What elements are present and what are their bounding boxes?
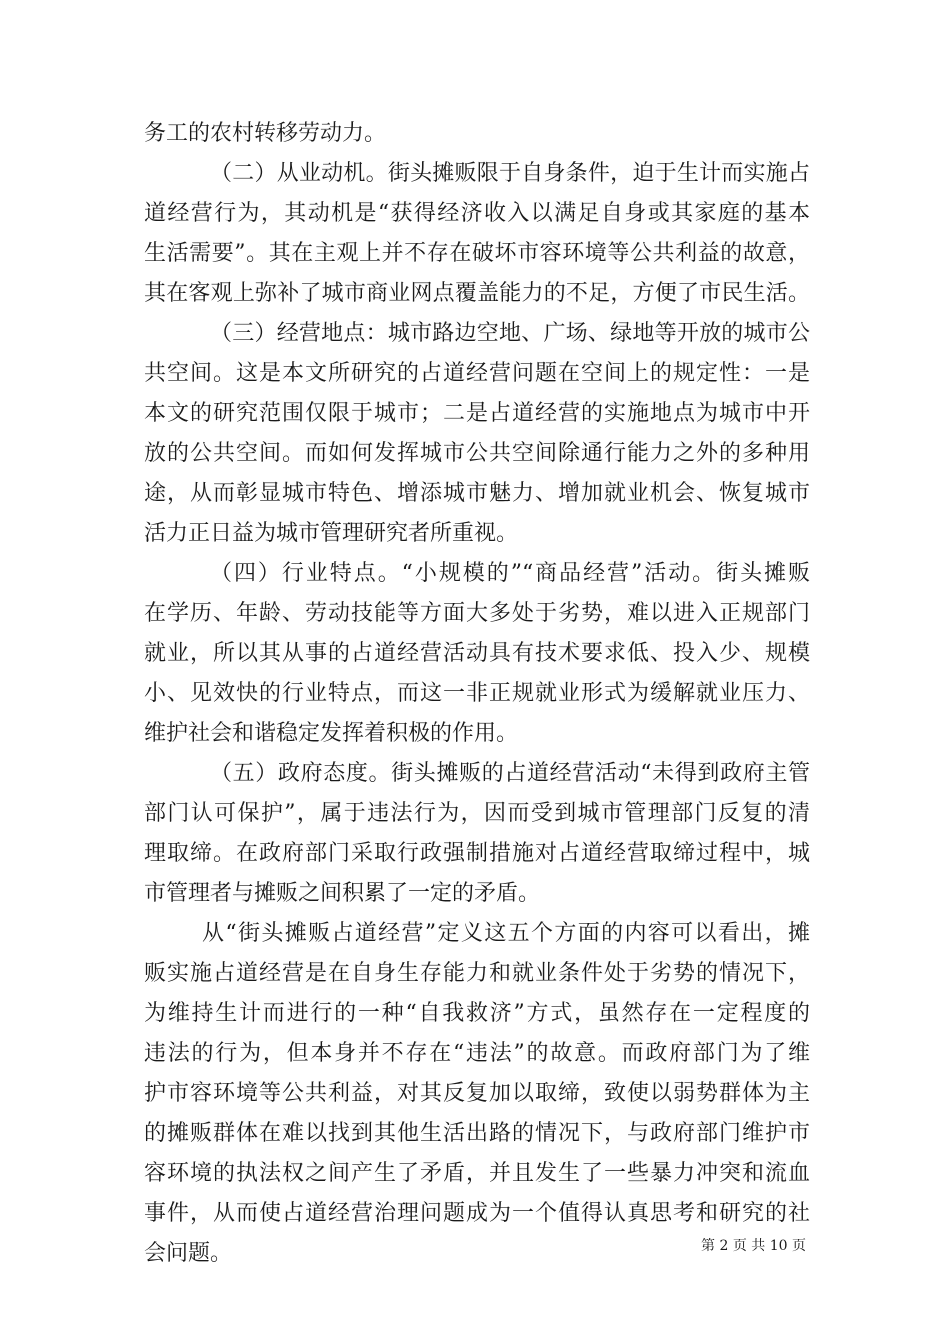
paragraph-line: 理取缔。在政府部门采取行政强制措施对占道经营取缔过程中，城 [144,841,810,866]
paragraph-line: 维护社会和谐稳定发挥着积极的作用。 [144,721,519,746]
paragraph-line: 共空间。这是本文所研究的占道经营问题在空间上的规定性：一是 [144,361,810,386]
paragraph-line: 途，从而彰显城市特色、增添城市魅力、增加就业机会、恢复城市 [144,481,810,506]
paragraph-line: 道经营行为，其动机是“获得经济收入以满足自身或其家庭的基本 [144,201,810,226]
paragraph-line: 的摊贩群体在难以找到其他生活出路的情况下，与政府部门维护市 [144,1121,810,1146]
paragraph-line: （四）行业特点。“小规模的”“商品经营”活动。街头摊贩 [210,561,810,586]
paragraph-line: 本文的研究范围仅限于城市；二是占道经营的实施地点为城市中开 [144,401,810,426]
page-number: 第 2 页 共 10 页 [701,1238,806,1254]
paragraph-line: （三）经营地点：城市路边空地、广场、绿地等开放的城市公 [210,321,810,346]
paragraph-line: 部门认可保护”，属于违法行为，因而受到城市管理部门反复的清 [144,801,810,826]
paragraph-line: 容环境的执法权之间产生了矛盾，并且发生了一些暴力冲突和流血 [144,1161,810,1186]
paragraph-line: 就业，所以其从事的占道经营活动具有技术要求低、投入少、规模 [144,641,810,666]
paragraph-line: 小、见效快的行业特点，而这一非正规就业形式为缓解就业压力、 [144,681,810,706]
document-body [144,114,810,1274]
paragraph-line: 从“街头摊贩占道经营”定义这五个方面的内容可以看出，摊 [202,921,810,946]
paragraph-line: 市管理者与摊贩之间积累了一定的矛盾。 [144,881,541,906]
paragraph-line: （二）从业动机。街头摊贩限于自身条件，迫于生计而实施占 [210,161,810,186]
paragraph-line: 违法的行为，但本身并不存在“违法”的故意。而政府部门为了维 [144,1041,810,1066]
paragraph-line: （五）政府态度。街头摊贩的占道经营活动“未得到政府主管 [210,761,810,786]
paragraph-line: 生活需要”。其在主观上并不存在破坏市容环境等公共利益的故意， [144,241,810,266]
paragraph-line: 务工的农村转移劳动力。 [144,121,387,146]
paragraph-line: 护市容环境等公共利益，对其反复加以取缔，致使以弱势群体为主 [144,1081,810,1106]
paragraph-line: 贩实施占道经营是在自身生存能力和就业条件处于劣势的情况下， [144,961,810,986]
paragraph-line: 事件，从而使占道经营治理问题成为一个值得认真思考和研究的社 [144,1201,810,1226]
paragraph-line: 在学历、年龄、劳动技能等方面大多处于劣势，难以进入正规部门 [144,601,810,626]
paragraph-line: 活力正日益为城市管理研究者所重视。 [144,521,519,546]
paragraph-line: 放的公共空间。而如何发挥城市公共空间除通行能力之外的多种用 [144,441,810,466]
paragraph-line: 为维持生计而进行的一种“自我救济”方式，虽然存在一定程度的 [144,1001,810,1026]
paragraph-line: 会问题。 [144,1241,233,1266]
paragraph-line: 其在客观上弥补了城市商业网点覆盖能力的不足，方便了市民生活。 [144,281,810,306]
